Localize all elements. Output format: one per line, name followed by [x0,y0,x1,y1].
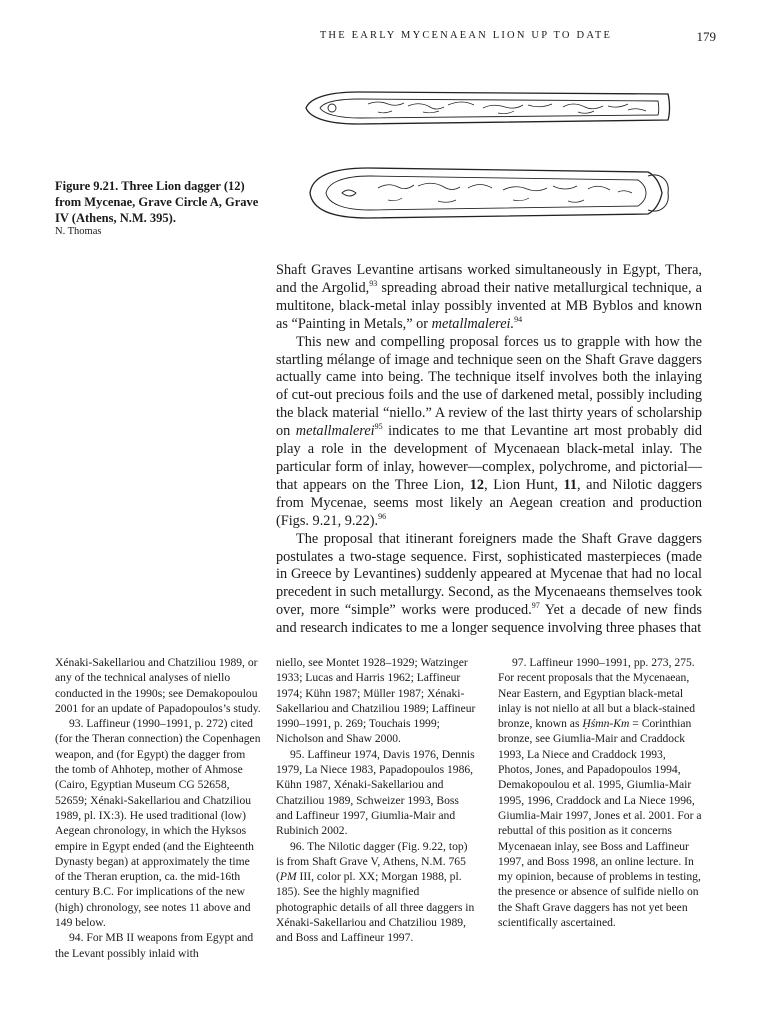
note-95: 95. Laffineur 1974, Davis 1976, Dennis 1979, La Niece 1983, Papadopoulos 1986, Kühn 1987, Xénaki-Sakellariou and Chatziliou 1989, Schweizer 1993, Boss and Laffineur 1997, Giumlia-Mair and Rubinich 2002. [276,747,475,838]
running-head: THE EARLY MYCENAEAN LION UP TO DATE [319,30,613,41]
note-97 [498,655,702,930]
notes-column-2 [276,655,476,946]
text: indicates to me that Levantine art most probably did play a role in the development of Mycenaean black-metal inlay. The particular form of inlay, however—complex, polychrome, and pictorial—that appears on the Three Lion, [276,423,702,493]
note-93: 93. Laffineur (1990–1991, p. 272) cited (for the Theran connection) the Copenhagen weapon, and (for Egypt) the dagger from the tomb of Ahhotep, mother of Ahmose (Cairo, Egyptian Museum CG 52658, 52659; Xénaki-Sakellariou and Chatziliou 1989, pl. IX:3). He used traditional (low) Aegean chronology, in which the Hyksos empire in Egypt ended (and the Eighteenth Dynasty began) at approximately the time of the Theran eruption, ca. the mid-16th century B.C. For implications of the new (high) chronology, see notes 11 above and 149 below. [55,717,261,930]
catalog-number-12: 12 [469,476,485,493]
note-ref-97: 97 [531,601,540,611]
text: This new and compelling proposal forces us to grapple with how the startling mélange of image and technique seen on the Shaft Grave daggers actually came into being. The technique itself involves both the inlaying of cut-out precious foils and the use of darkened metal, possibly including the black material “niello.” A review of the last thirty years of scholarship on [276,333,702,440]
text: Yet a decade of new finds and research indicates to me a longer sequence involving three phases that [276,602,702,637]
text: 96. The Nilotic dagger (Fig. 9.22, top) is from Shaft Grave V, Athens, N.M. 765 ( [276,839,468,884]
dagger-figure [298,68,678,258]
note-ref-95: 95 [374,422,383,432]
note-continuation: Xénaki-Sakellariou and Chatziliou 1989, or any of the technical analyses of niello conducted in the 1990s; see Demakopoulou 2001 for an update of Papadopoulos’s study. [55,656,261,715]
dagger-lower [310,168,668,218]
notes-column-3 [498,655,702,930]
text: , and Nilotic daggers from Mycenae, seems most likely an Aegean creation and production (Figs. 9.21, 9.22). [276,476,703,529]
catalog-number-11: 11 [563,476,577,493]
note-continuation: niello, see Montet 1928–1929; Watzinger 1933; Lucas and Harris 1962; Laffineur 1974; Kühn 1987; Müller 1987; Xénaki-Sakellariou and Chatziliou 1989; Laffineur 1990–1991, p. 269; Touchais 1999; Nicholson and Shaw 2000. [276,656,476,746]
term: metallmalerei [295,423,375,440]
note-ref-96: 96 [378,511,387,521]
figure-caption: Figure 9.21. Three Lion dagger (12) from Mycenae, Grave Circle A, Grave IV (Athens, N.M. 395). [55,179,259,225]
text: = Corinthian bronze, see Giumlia-Mair and Craddock 1993, La Niece and Craddock 1993, Photos, Jones, and Papadopoulos 1994, Demakopoulou et al. 1995, Giumlia-Mair 1995, 1996, Craddock and La Niece 1996, Giumlia-Mair 1997, Jones et al. 2001. For a rebuttal of this position as it concerns Mycenaean inlay, see Boss and Laffineur 1997, and Boss 1998, an online lecture. In my opinion, because of problems in testing, the presence or absence of sulfide niello on the Shaft Grave daggers has not yet been scientifically ascertained. [498,717,702,930]
page-number: 179 [696,29,716,44]
text: spreading abroad their native metallurgical technique, a multitone, black-metal inlay possibly invented at MB Byblos and known as “Painting in Metals,” or [276,279,702,332]
note-96 [276,839,476,946]
notes-column-1 [55,655,261,961]
note-94: 94. For MB II weapons from Egypt and the Levant possibly inlaid with [55,931,254,960]
paragraph-2 [276,334,702,531]
term: metallmalerei. [431,315,515,332]
paragraph-1 [276,262,702,334]
paragraph-3 [276,531,702,638]
term: Ḥśmn-Km [582,717,630,731]
abbrev: PM [279,870,297,884]
text: 97. Laffineur 1990–1991, pp. 273, 275. For recent proposals that the Mycenaean, Near Eastern, and Egyptian black-metal inlay is not niello at all but a black-stained bronze, known as [498,656,696,731]
note-ref-94: 94 [514,314,523,324]
text: Shaft Graves Levantine artisans worked simultaneously in Egypt, Thera, and the Argolid, [276,262,702,296]
text: , Lion Hunt, [484,476,564,493]
figure-credit: N. Thomas [55,226,102,237]
text: III, color pl. XX; Morgan 1988, pl. 185). See the highly magnified photographic details of all three daggers in Xénaki-Sakellariou and Chatziliou 1989, and Boss and Laffineur 1997. [276,870,475,945]
note-ref-93: 93 [369,279,378,289]
main-text [276,262,702,638]
text: The proposal that itinerant foreigners made the Shaft Grave daggers postulates a two-stage sequence. First, sophisticated masterpieces (made in Greece by Levantines) suddenly appeared at Mycenae that had no local precedent in such metallurgy. Second, as the Mycenaeans themselves took over, more “simple” works were produced. [276,530,702,619]
dagger-upper [306,92,670,124]
